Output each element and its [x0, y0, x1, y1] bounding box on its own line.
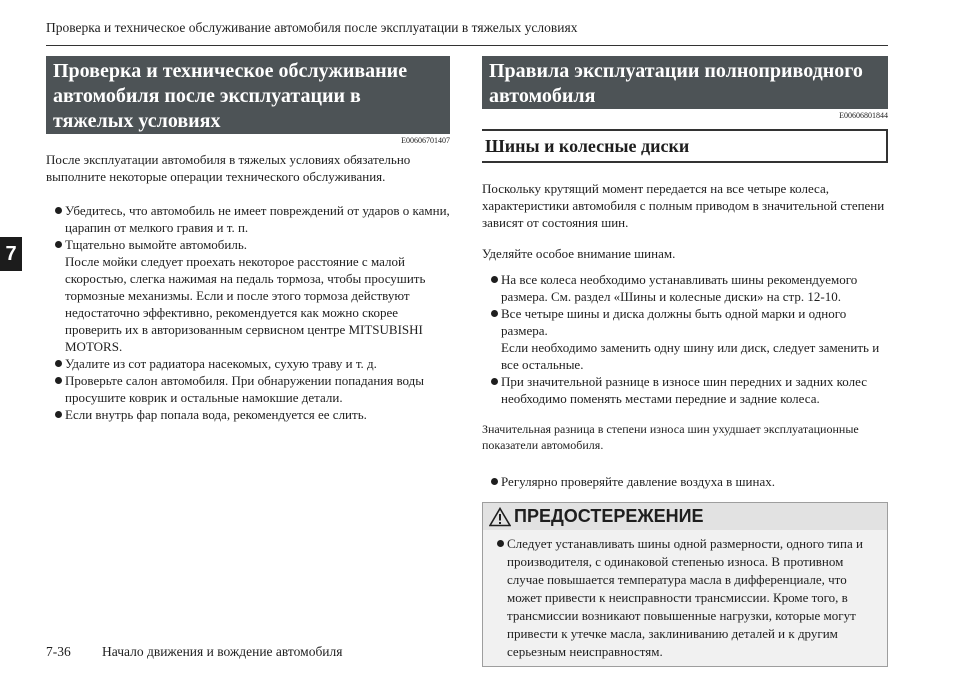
list-item: Проверьте салон автомобиля. При обнаружении попадания воды просушите коврик и остальные намокшие детали.	[46, 372, 450, 406]
warning-body	[483, 530, 887, 666]
list-item: Тщательно вымойте автомобиль. После мойки следует проехать некоторое расстояние с малой скоростью, слегка нажимая на педаль тормоза, чтобы просушить тормозные механизмы. Если и после этого тормоза действуют недостаточно эффективно, рекомендуется как можно скорее проверить их в авторизованным сервисном центре MITSUBISHI MOTORS.	[46, 236, 450, 355]
chapter-name: Начало движения и вождение автомобиля	[102, 644, 343, 659]
list-item: При значительной разнице в износе шин передних и задних колес необходимо поменять местами передние и задние колеса.	[482, 373, 888, 407]
section-code: E00606801844	[839, 111, 888, 120]
wear-note: Значительная разница в степени износа шин ухудшает эксплуатационные показатели автомобиля.	[482, 422, 859, 452]
section-title-maintenance: Проверка и техническое обслуживание автомобиля после эксплуатации в тяжелых условиях	[46, 56, 450, 134]
tires-attention: Уделяйте особое внимание шинам.	[482, 246, 676, 261]
page-footer	[46, 643, 342, 661]
section-title-4wd: Правила эксплуатации полноприводного автомобиля	[482, 56, 888, 109]
tires-paragraph: Поскольку крутящий момент передается на все четыре колеса, характеристики автомобиля с полным приводом в значительной степени зависят от состояния шин.	[482, 181, 885, 230]
list-item-detail: После мойки следует проехать некоторое расстояние с малой скоростью, слегка нажимая на педаль тормоза, чтобы просушить тормозные механизмы. Если и после этого тормоза действуют недостаточно эффективно, рекомендуется как можно скорее проверить их в авторизованным сервисном центре MITSUBISHI MOTORS.	[65, 254, 426, 354]
list-item: Регулярно проверяйте давление воздуха в шинах.	[482, 473, 888, 490]
header-rule	[46, 45, 888, 46]
left-column	[46, 56, 450, 423]
tires-list	[482, 271, 888, 407]
list-item: Если внутрь фар попала вода, рекомендуется ее слить.	[46, 406, 450, 423]
right-column	[482, 56, 888, 667]
list-item: Удалите из сот радиатора насекомых, сухую траву и т. д.	[46, 355, 450, 372]
warning-header	[483, 503, 887, 530]
running-header: Проверка и техническое обслуживание автомобиля после эксплуатации в тяжелых условиях	[46, 20, 578, 35]
page-number: 7-36	[46, 644, 71, 659]
list-item-detail: Если необходимо заменить одну шину или диск, следует заменить и все остальные.	[501, 340, 880, 372]
list-item: Следует устанавливать шины одной размерности, одного типа и производителя, с одинаковой степенью износа. В противном случае повышается температура масла в дифференциале, что может привести к неисправности трансмиссии. Кроме того, в трансмиссии возникают повышенные нагрузки, которые могут привести к утечке масла, заклиниванию деталей и к другим серьезным неисправностям.	[488, 535, 879, 661]
warning-triangle-icon	[489, 507, 511, 527]
warning-title: ПРЕДОСТЕРЕЖЕНИЕ	[514, 506, 704, 526]
intro-paragraph: После эксплуатации автомобиля в тяжелых условиях обязательно выполните некоторые операции технического обслуживания.	[46, 152, 411, 184]
section-code: E00606701407	[401, 136, 450, 145]
list-item: Все четыре шины и диска должны быть одной марки и одного размера. Если необходимо заменить одну шину или диск, следует заменить и все остальные.	[482, 305, 888, 373]
list-item: Убедитесь, что автомобиль не имеет повреждений от ударов о камни, царапин от мелкого гравия и т. п.	[46, 202, 450, 236]
maintenance-list	[46, 202, 450, 423]
warning-list	[488, 535, 879, 661]
warning-box	[482, 502, 888, 667]
subsection-heading: Шины и колесные диски	[482, 129, 888, 163]
chapter-tab: 7	[0, 237, 22, 271]
list-item: На все колеса необходимо устанавливать шины рекомендуемого размера. См. раздел «Шины и колесные диски» на стр. 12-10.	[482, 271, 888, 305]
pressure-list	[482, 473, 888, 490]
